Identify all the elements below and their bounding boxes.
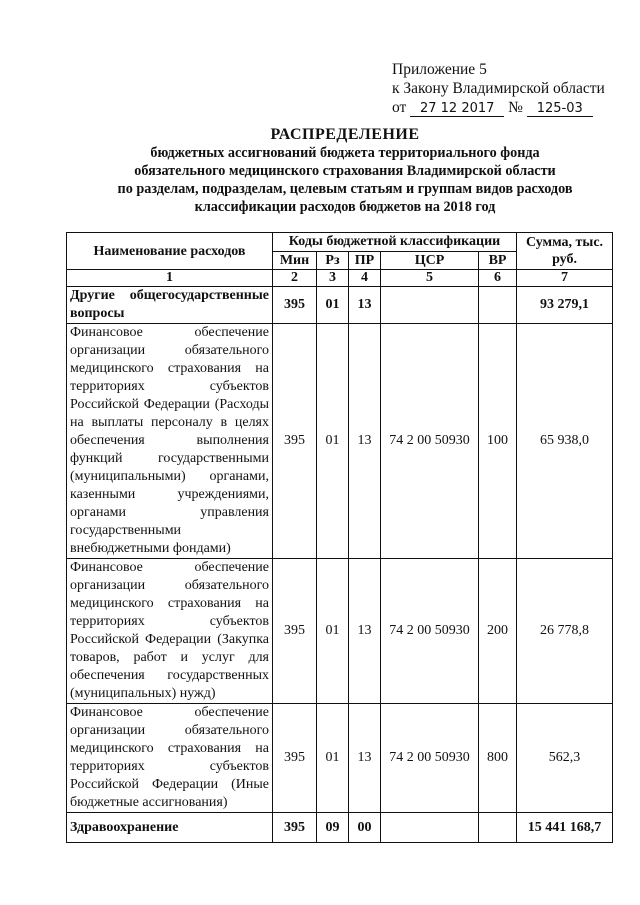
appendix-title: Приложение 5 bbox=[392, 61, 487, 78]
row-sum: 562,3 bbox=[517, 704, 613, 813]
row-rz: 01 bbox=[317, 559, 349, 704]
row-vr bbox=[479, 813, 517, 843]
row-sum: 65 938,0 bbox=[517, 324, 613, 559]
row-csr bbox=[381, 287, 479, 324]
row-pr: 13 bbox=[349, 324, 381, 559]
row-rz: 09 bbox=[317, 813, 349, 843]
header-csr: ЦСР bbox=[381, 251, 479, 270]
row-csr bbox=[381, 813, 479, 843]
row-name: Другие общегосударственные вопросы bbox=[67, 287, 273, 324]
column-number: 4 bbox=[349, 270, 381, 287]
row-vr: 100 bbox=[479, 324, 517, 559]
header-name: Наименование расходов bbox=[67, 233, 273, 270]
row-sum: 26 778,8 bbox=[517, 559, 613, 704]
header-sum: Сумма, тыс. руб. bbox=[517, 233, 613, 270]
table-row bbox=[67, 324, 613, 559]
appendix-law: к Закону Владимирской области bbox=[392, 80, 605, 97]
row-csr: 74 2 00 50930 bbox=[381, 704, 479, 813]
from-label: от bbox=[392, 99, 407, 116]
heading-title: РАСПРЕДЕЛЕНИЕ bbox=[270, 126, 420, 143]
row-min: 395 bbox=[273, 287, 317, 324]
row-rz: 01 bbox=[317, 287, 349, 324]
row-name: Финансовое обеспечение организации обязательного медицинского страхования на территориях субъектов Российской Федерации (Закупка товаров, работ и услуг для обеспечения государственных (муниципальных) нужд) bbox=[67, 559, 273, 704]
row-name: Финансовое обеспечение организации обязательного медицинского страхования на территориях субъектов Российской Федерации (Иные бюджетные ассигнования) bbox=[67, 704, 273, 813]
column-number: 2 bbox=[273, 270, 317, 287]
header-codes: Коды бюджетной классификации bbox=[273, 233, 517, 252]
document-heading bbox=[80, 126, 610, 216]
row-min: 395 bbox=[273, 559, 317, 704]
row-min: 395 bbox=[273, 704, 317, 813]
table-row bbox=[67, 559, 613, 704]
row-sum: 15 441 168,7 bbox=[517, 813, 613, 843]
row-pr: 13 bbox=[349, 559, 381, 704]
law-number: 125-03 bbox=[527, 102, 593, 117]
heading-line-3: обязательного медицинского страхования Владимирской области bbox=[134, 163, 556, 179]
law-date: 27 12 2017 bbox=[410, 102, 504, 117]
column-number: 7 bbox=[517, 270, 613, 287]
row-name: Финансовое обеспечение организации обязательного медицинского страхования на территориях субъектов Российской Федерации (Расходы на выплаты персоналу в целях обеспечения выполнения функций государственными (муниципальными) органами, казенными учреждениями, органами управления государственными внебюджетными фондами) bbox=[67, 324, 273, 559]
row-vr bbox=[479, 287, 517, 324]
row-rz: 01 bbox=[317, 704, 349, 813]
row-vr: 800 bbox=[479, 704, 517, 813]
table-row bbox=[67, 287, 613, 324]
appendix-date-line bbox=[392, 98, 605, 117]
table-row bbox=[67, 704, 613, 813]
header-min: Мин bbox=[273, 251, 317, 270]
appendix-block bbox=[392, 60, 605, 117]
column-number: 3 bbox=[317, 270, 349, 287]
heading-line-5: классификации расходов бюджетов на 2018 год bbox=[194, 199, 496, 215]
budget-table bbox=[66, 232, 613, 843]
number-label: № bbox=[508, 99, 523, 116]
row-rz: 01 bbox=[317, 324, 349, 559]
header-pr: ПР bbox=[349, 251, 381, 270]
row-csr: 74 2 00 50930 bbox=[381, 324, 479, 559]
row-csr: 74 2 00 50930 bbox=[381, 559, 479, 704]
row-min: 395 bbox=[273, 324, 317, 559]
heading-line-2: бюджетных ассигнований бюджета территориального фонда bbox=[150, 145, 540, 161]
row-vr: 200 bbox=[479, 559, 517, 704]
column-number: 6 bbox=[479, 270, 517, 287]
row-pr: 13 bbox=[349, 704, 381, 813]
row-pr: 13 bbox=[349, 287, 381, 324]
column-number: 1 bbox=[67, 270, 273, 287]
header-vr: ВР bbox=[479, 251, 517, 270]
column-number-row bbox=[67, 270, 613, 287]
row-min: 395 bbox=[273, 813, 317, 843]
heading-line-4: по разделам, подразделам, целевым статьям и группам видов расходов bbox=[117, 181, 573, 197]
row-sum: 93 279,1 bbox=[517, 287, 613, 324]
row-pr: 00 bbox=[349, 813, 381, 843]
table-row bbox=[67, 813, 613, 843]
header-rz: Рз bbox=[317, 251, 349, 270]
column-number: 5 bbox=[381, 270, 479, 287]
row-name: Здравоохранение bbox=[67, 813, 273, 843]
